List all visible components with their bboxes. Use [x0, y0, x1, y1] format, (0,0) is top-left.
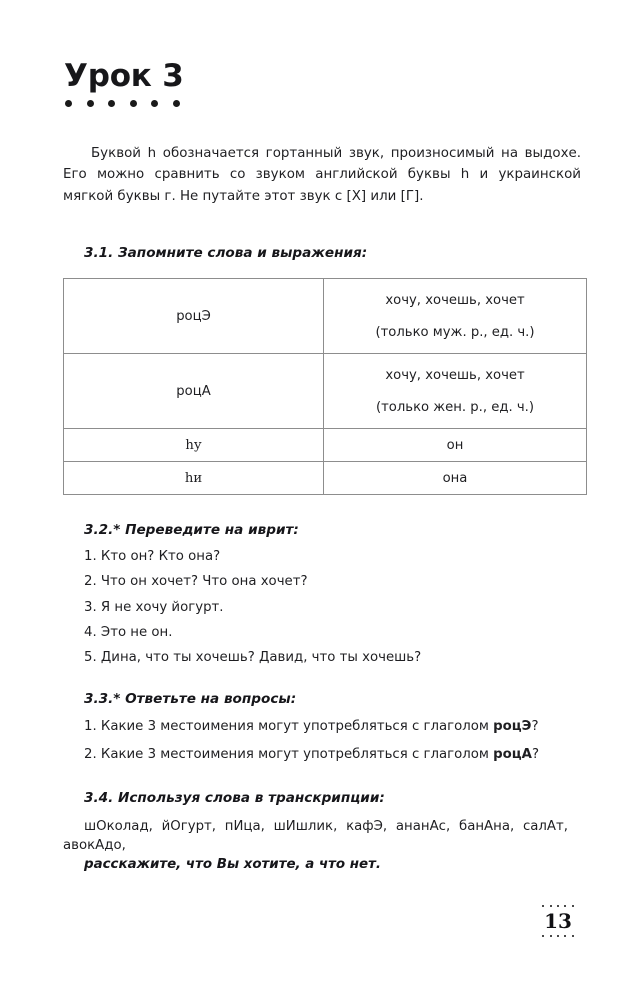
table-cell-term: роцА — [64, 354, 324, 429]
folio-dot — [542, 905, 544, 907]
spacer — [63, 221, 581, 245]
folio-dot — [550, 905, 552, 907]
verb-highlight: роцА — [493, 747, 532, 763]
folio-dot — [550, 935, 552, 937]
meaning-line-1: хочу, хочешь, хочет — [385, 367, 525, 383]
meaning-line-2: (только жен. р., ед. ч.) — [375, 399, 534, 415]
title-dot — [87, 100, 94, 107]
list-item — [84, 719, 562, 736]
table-cell-meaning: он — [324, 429, 587, 462]
title-dot — [65, 100, 72, 107]
title-dot — [130, 100, 137, 107]
question-text: 2. Какие 3 местоимения могут употребляться с глаголом — [84, 747, 494, 763]
intro-paragraph: Буквой h обозначается гортанный звук, произносимый на выдохе. Его можно сравнить со звуком английской буквы h и украинской мягкой буквы г. Не путайте этот звук с [Х] или [Г]. — [63, 145, 581, 204]
vocabulary-table — [63, 278, 587, 495]
list-item — [84, 747, 562, 764]
list-item: 4. Это не он. — [84, 624, 173, 640]
table-cell-meaning — [324, 279, 587, 354]
table-cell-meaning — [324, 354, 587, 429]
question-mark: ? — [531, 747, 540, 763]
list-item: 2. Что он хочет? Что она хочет? — [84, 574, 308, 590]
folio-dot — [564, 935, 566, 937]
section-heading-3-1: 3.1. Запомните слова и выражения: — [84, 245, 368, 262]
task-instruction: расскажите, что Вы хотите, а что нет. — [84, 856, 381, 872]
title-dot — [151, 100, 158, 107]
section-heading-3-2: 3.2.* Переведите на иврит: — [84, 522, 299, 539]
lesson-title-block — [63, 0, 581, 107]
folio-dots-bottom — [535, 935, 581, 938]
exercise-list-3-3 — [63, 719, 581, 764]
spacer — [63, 764, 581, 790]
table-row — [64, 429, 587, 462]
spacer — [63, 495, 581, 522]
meaning-line-1: хочу, хочешь, хочет — [385, 292, 525, 308]
table-row — [64, 462, 587, 495]
folio-dot — [542, 935, 544, 937]
folio-dot — [564, 905, 566, 907]
folio-dot — [557, 905, 559, 907]
folio-dot — [557, 935, 559, 937]
list-item: 1. Кто он? Кто она? — [84, 549, 221, 565]
folio-dot — [572, 905, 574, 907]
page-footer — [535, 905, 581, 938]
page-number: 13 — [544, 908, 572, 933]
table-cell-term: hу — [64, 429, 324, 462]
table-cell-term: hи — [64, 462, 324, 495]
folio-dots-top — [535, 905, 581, 908]
page-title: Урок 3 — [64, 58, 184, 94]
section-heading-3-3: 3.3.* Ответьте на вопросы: — [84, 690, 297, 707]
folio-dot — [572, 935, 574, 937]
spacer — [63, 665, 581, 691]
table-cell-meaning: она — [324, 462, 587, 495]
question-text: 1. Какие 3 местоимения могут употребляться с глаголом — [84, 718, 494, 734]
list-item: 5. Дина, что ты хочешь? Давид, что ты хочешь? — [84, 650, 422, 666]
verb-highlight: роцЭ — [493, 718, 532, 734]
title-dot — [108, 100, 115, 107]
title-dot — [173, 100, 180, 107]
meaning-line-2: (только муж. р., ед. ч.) — [375, 324, 535, 340]
title-dot-decoration — [63, 100, 581, 107]
list-item: 3. Я не хочу йогурт. — [84, 599, 224, 615]
transcription-word-list: шОколад, йОгурт, пИца, шИшлик, кафЭ, ананАс, банАна, салАт, авокАдо, — [63, 818, 568, 853]
question-mark: ? — [531, 718, 539, 734]
table-row — [64, 279, 587, 354]
table-row — [64, 354, 587, 429]
exercise-list-3-2 — [63, 550, 581, 664]
section-heading-3-4: 3.4. Используя слова в транскрипции: — [84, 789, 385, 806]
table-cell-term: роцЭ — [64, 279, 324, 354]
